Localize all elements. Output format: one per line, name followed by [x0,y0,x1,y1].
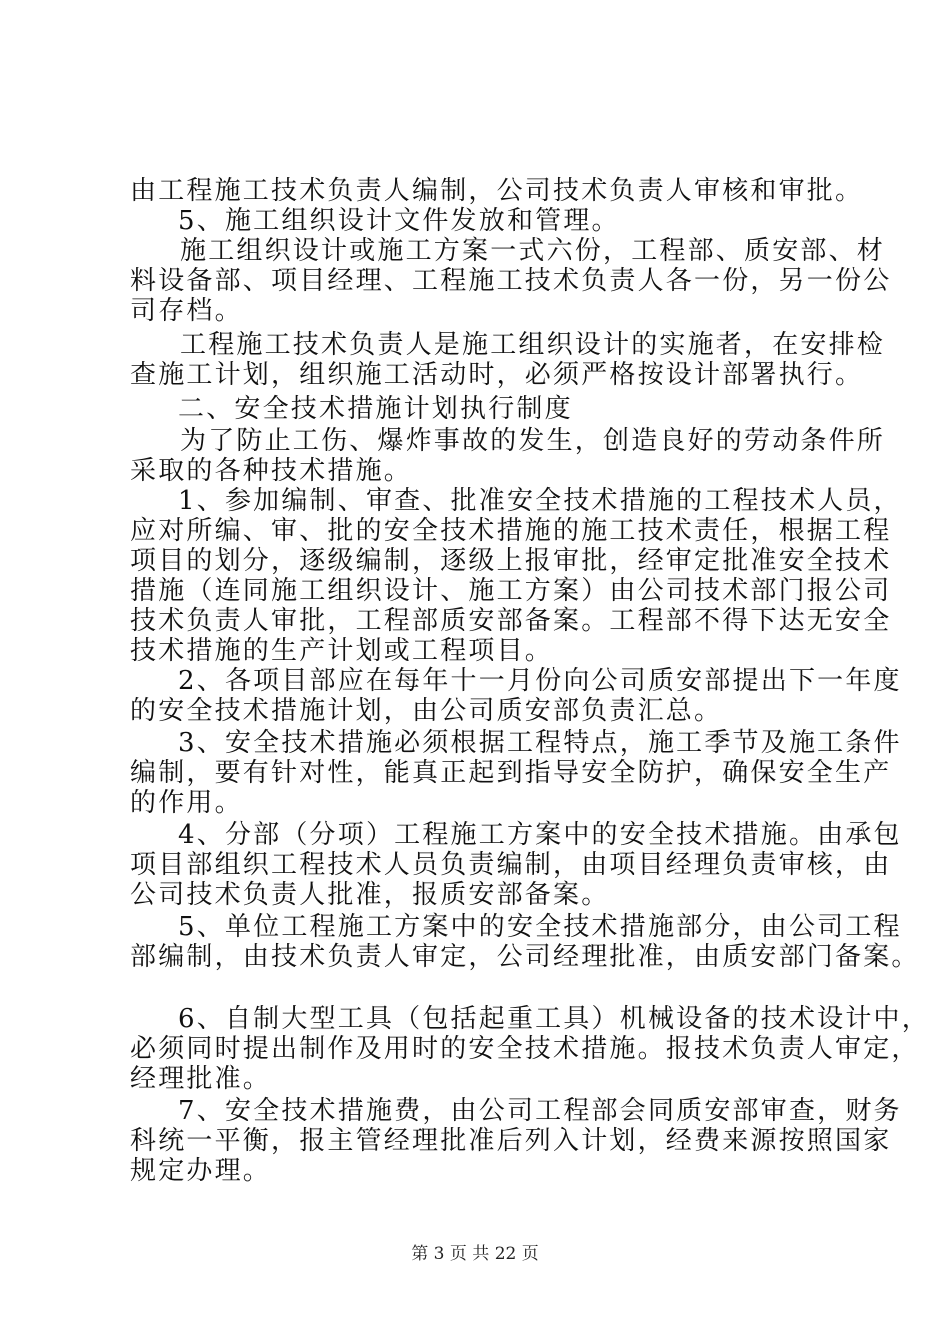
text-line: 规定办理。 [130,1156,272,1186]
text-line: 二、安全技术措施计划执行制度 [178,394,573,424]
text-line: 技术措施的生产计划或工程项目。 [130,636,554,666]
text-line: 6、自制大型工具（包括起重工具）机械设备的技术设计中， [178,1004,930,1034]
text-line: 司存档。 [130,296,243,326]
text-line: 为了防止工伤、爆炸事故的发生，创造良好的劳动条件所 [180,426,886,456]
text-line: 由工程施工技术负责人编制，公司技术负责人审核和审批。 [130,176,864,206]
text-line: 工程施工技术负责人是施工组织设计的实施者，在安排检 [180,330,886,360]
text-line: 部编制，由技术负责人审定，公司经理批准，由质安部门备案。 [130,942,920,972]
page-number-footer: 第 3 页 共 22 页 [411,1244,539,1264]
text-line: 应对所编、审、批的安全技术措施的施工技术责任，根据工程 [130,516,892,546]
text-line: 编制，要有针对性，能真正起到指导安全防护，确保安全生产 [130,758,892,788]
text-line: 的安全技术措施计划，由公司质安部负责汇总。 [130,696,723,726]
text-line: 5、施工组织设计文件发放和管理。 [178,206,620,236]
text-line: 科统一平衡，报主管经理批准后列入计划，经费来源按照国家 [130,1126,892,1156]
text-line: 查施工计划，组织施工活动时，必须严格按设计部署执行。 [130,360,864,390]
text-line: 2、各项目部应在每年十一月份向公司质安部提出下一年度 [178,666,902,696]
text-line: 4、分部（分项）工程施工方案中的安全技术措施。由承包 [178,820,902,850]
text-line: 公司技术负责人批准，报质安部备案。 [130,880,610,910]
text-line: 的作用。 [130,788,243,818]
text-line: 3、安全技术措施必须根据工程特点，施工季节及施工条件 [178,728,902,758]
text-line: 措施（连同施工组织设计、施工方案）由公司技术部门报公司 [130,576,892,606]
text-line: 施工组织设计或施工方案一式六份，工程部、质安部、材 [180,236,886,266]
text-line: 料设备部、项目经理、工程施工技术负责人各一份，另一份公 [130,266,892,296]
text-line: 必须同时提出制作及用时的安全技术措施。报技术负责人审定， [130,1034,920,1064]
text-line: 经理批准。 [130,1064,272,1094]
text-line: 项目部组织工程技术人员负责编制，由项目经理负责审核，由 [130,850,892,880]
text-line: 项目的划分，逐级编制，逐级上报审批，经审定批准安全技术 [130,546,892,576]
text-line: 5、单位工程施工方案中的安全技术措施部分，由公司工程 [178,912,902,942]
text-line: 技术负责人审批，工程部质安部备案。工程部不得下达无安全 [130,606,892,636]
text-line: 1、参加编制、审查、批准安全技术措施的工程技术人员， [178,486,902,516]
text-line: 7、安全技术措施费，由公司工程部会同质安部审查，财务 [178,1096,902,1126]
text-line: 采取的各种技术措施。 [130,456,413,486]
